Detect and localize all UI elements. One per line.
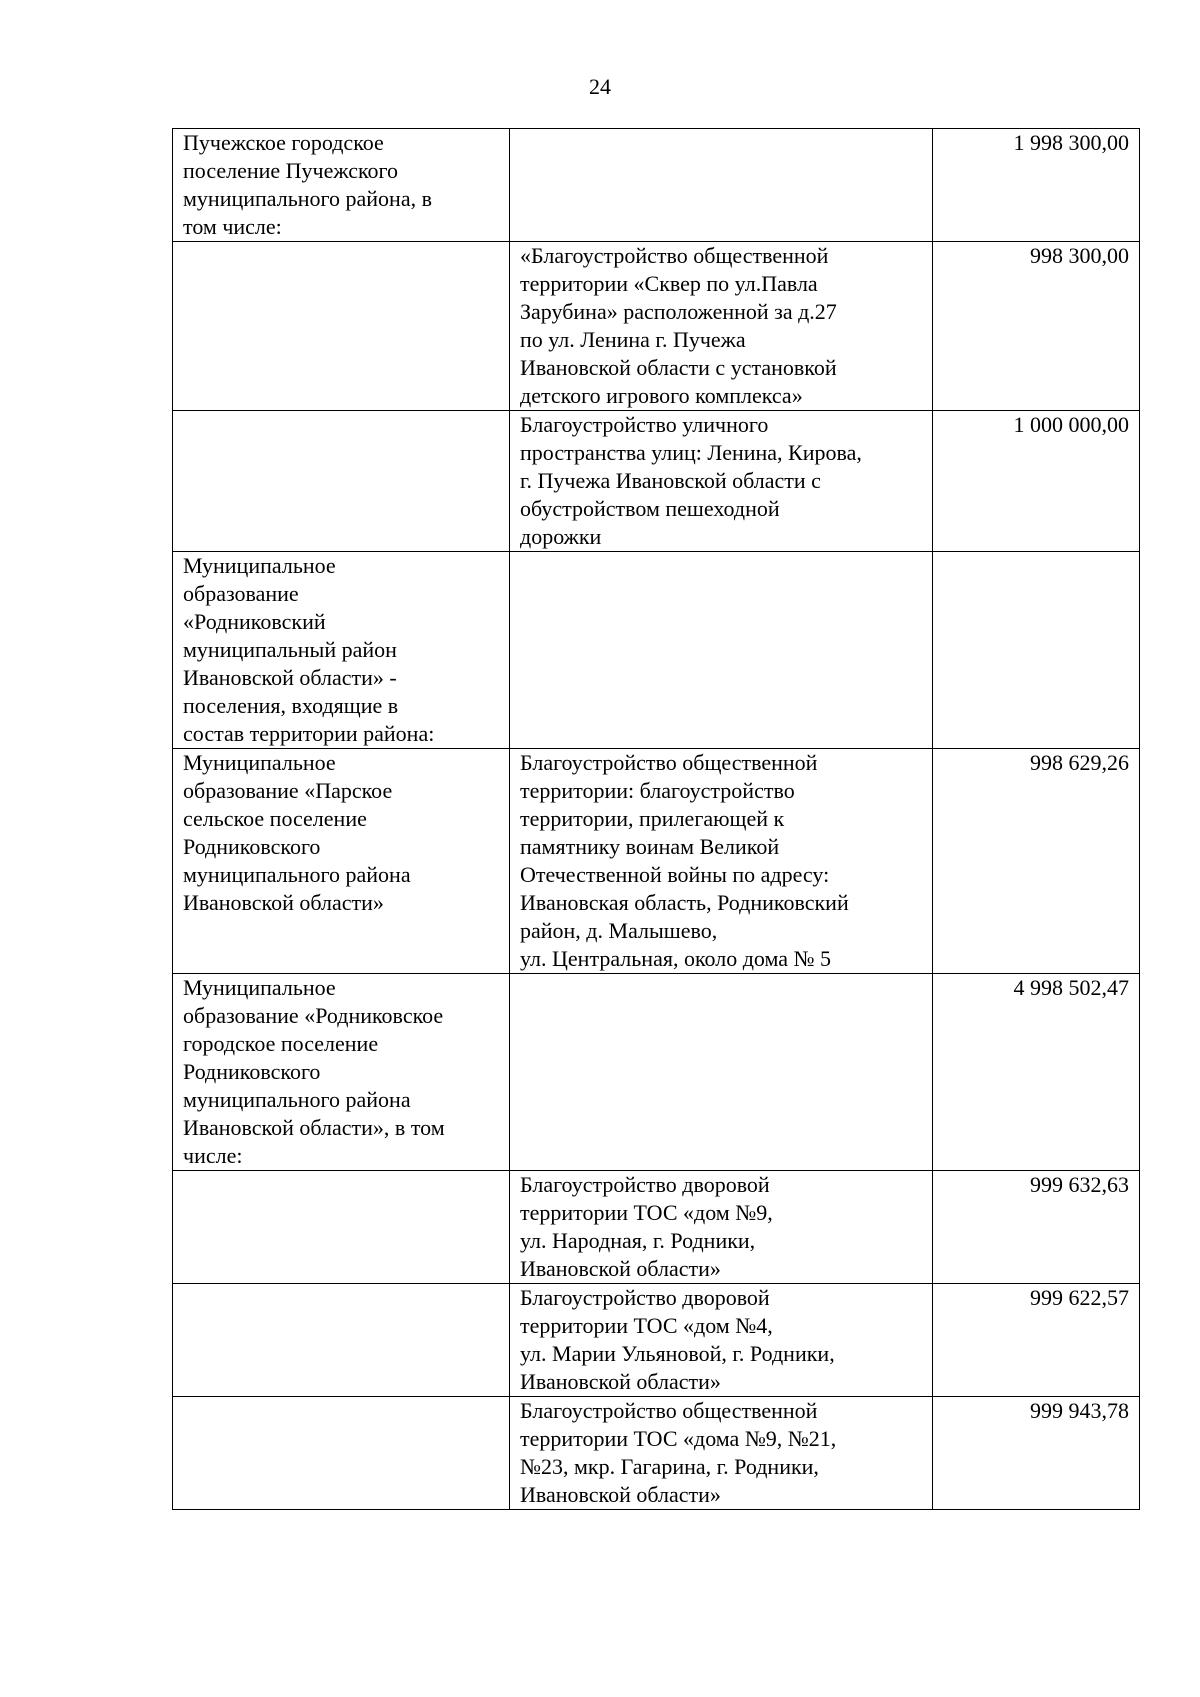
project-cell: Благоустройство дворовой территории ТОС «дом №9, ул. Народная, г. Родники, Ивановской области»: [510, 1171, 933, 1284]
table-row: [173, 1171, 1140, 1284]
amount-cell: [933, 552, 1140, 749]
amount-cell: 1 998 300,00: [933, 129, 1140, 242]
municipality-cell: Муниципальное образование «Родниковский муниципальный район Ивановской области» - поселения, входящие в состав территории района:: [173, 552, 510, 749]
table-row: [173, 974, 1140, 1171]
project-cell: Благоустройство общественной территории ТОС «дома №9, №21, №23, мкр. Гагарина, г. Родники, Ивановской области»: [510, 1397, 933, 1510]
amount-cell: 998 300,00: [933, 242, 1140, 411]
table-row: [173, 411, 1140, 552]
allocation-table: [172, 128, 1140, 1510]
table-row: [173, 129, 1140, 242]
municipality-cell: Пучежское городское поселение Пучежского муниципального района, в том числе:: [173, 129, 510, 242]
municipality-cell: [173, 1397, 510, 1510]
amount-cell: 999 632,63: [933, 1171, 1140, 1284]
project-cell: [510, 129, 933, 242]
allocation-table-body: [173, 129, 1140, 1510]
project-cell: [510, 552, 933, 749]
table-row: [173, 749, 1140, 974]
amount-cell: 999 943,78: [933, 1397, 1140, 1510]
amount-cell: 999 622,57: [933, 1284, 1140, 1397]
municipality-cell: [173, 1171, 510, 1284]
table-row: [173, 552, 1140, 749]
project-cell: Благоустройство общественной территории: благоустройство территории, прилегающей к памятнику воинам Великой Отечественной войны по адресу: Ивановская область, Родниковский район, д. Малышево, ул. Центральная, около дома № 5: [510, 749, 933, 974]
municipality-cell: Муниципальное образование «Парское сельское поселение Родниковского муниципального района Ивановской области»: [173, 749, 510, 974]
project-cell: «Благоустройство общественной территории «Сквер по ул.Павла Зарубина» расположенной за д.27 по ул. Ленина г. Пучежа Ивановской области с установкой детского игрового комплекса»: [510, 242, 933, 411]
municipality-cell: [173, 411, 510, 552]
table-row: [173, 242, 1140, 411]
amount-cell: 998 629,26: [933, 749, 1140, 974]
municipality-cell: [173, 1284, 510, 1397]
table-row: [173, 1284, 1140, 1397]
page-number: 24: [589, 74, 611, 99]
municipality-cell: Муниципальное образование «Родниковское городское поселение Родниковского муниципального района Ивановской области», в том числе:: [173, 974, 510, 1171]
municipality-cell: [173, 242, 510, 411]
project-cell: [510, 974, 933, 1171]
project-cell: Благоустройство дворовой территории ТОС «дом №4, ул. Марии Ульяновой, г. Родники, Ивановской области»: [510, 1284, 933, 1397]
amount-cell: 4 998 502,47: [933, 974, 1140, 1171]
table-row: [173, 1397, 1140, 1510]
project-cell: Благоустройство уличного пространства улиц: Ленина, Кирова, г. Пучежа Ивановской области с обустройством пешеходной дорожки: [510, 411, 933, 552]
amount-cell: 1 000 000,00: [933, 411, 1140, 552]
